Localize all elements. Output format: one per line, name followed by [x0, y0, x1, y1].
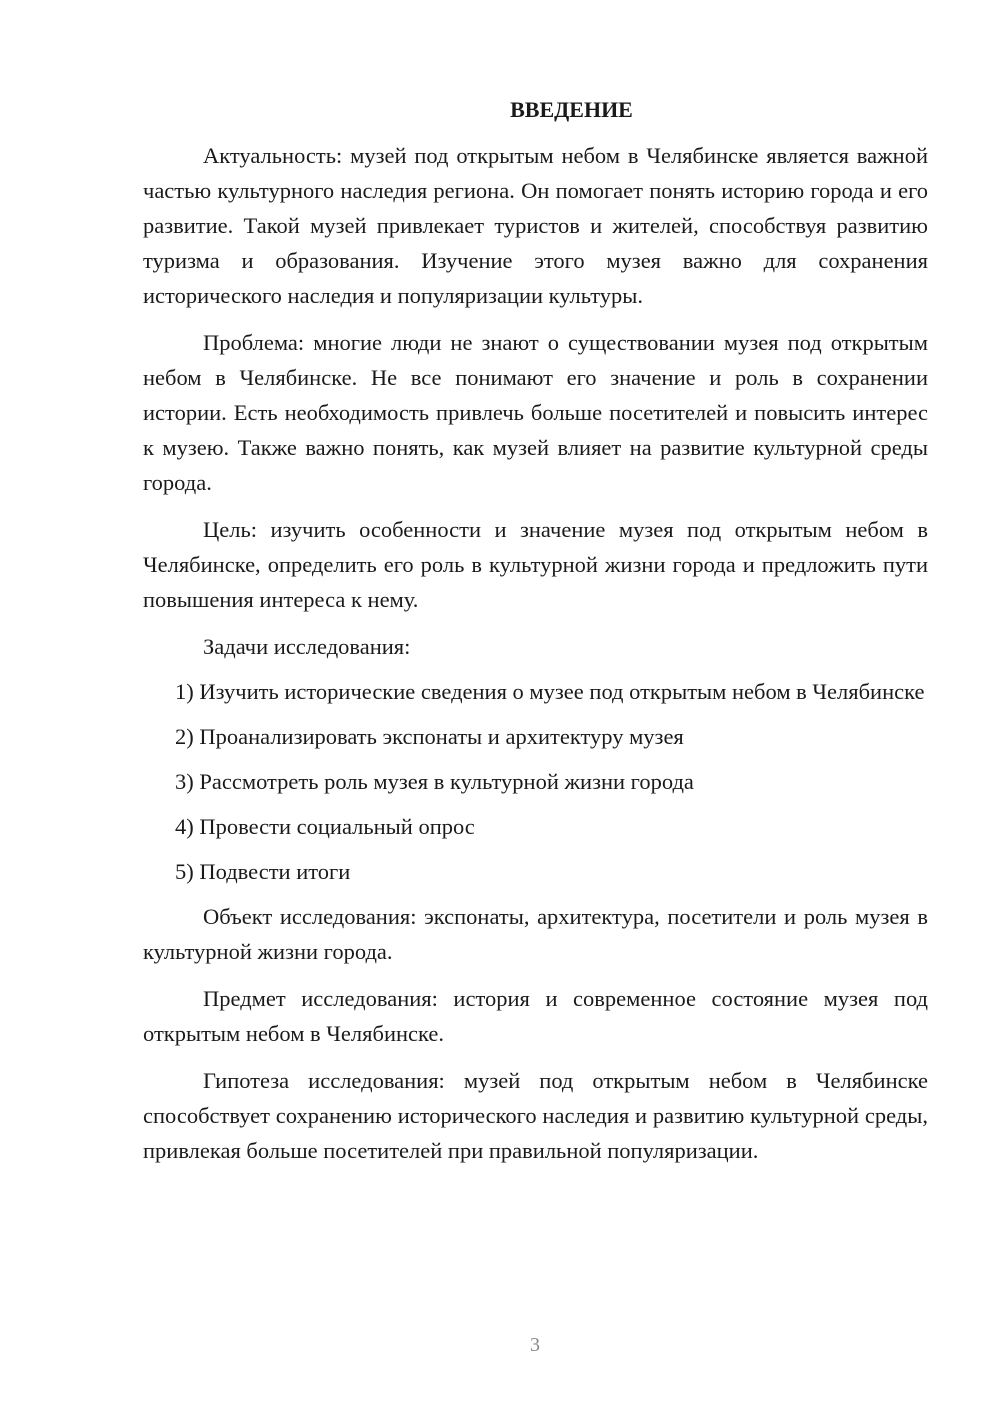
- task-item-1: 1) Изучить исторические сведения о музее под открытым небом в Челябинске: [175, 679, 925, 704]
- page-number: 3: [530, 1334, 540, 1356]
- paragraph-object: Объект исследования: экспонаты, архитектура, посетители и роль музея в культурной жизни города.: [143, 904, 928, 964]
- task-item-3: 3) Рассмотреть роль музея в культурной жизни города: [175, 769, 694, 794]
- task-item-4: 4) Провести социальный опрос: [175, 814, 475, 839]
- paragraph-problem: Проблема: многие люди не знают о существовании музея под открытым небом в Челябинске. Не все понимают его значение и роль в сохранении истории. Есть необходимость привлечь больше посетителей и повысить интерес к музею. Также важно понять, как музей влияет на развитие культурной среды города.: [143, 330, 928, 495]
- paragraph-hypothesis: Гипотеза исследования: музей под открытым небом в Челябинске способствует сохранению исторического наследия и развитию культурной среды, привлекая больше посетителей при правильной популяризации.: [143, 1068, 928, 1163]
- tasks-heading: Задачи исследования:: [203, 634, 411, 659]
- page-content: [143, 92, 928, 1168]
- task-item-5: 5) Подвести итоги: [175, 859, 351, 884]
- task-item-2: 2) Проанализировать экспонаты и архитектуру музея: [175, 724, 684, 749]
- paragraph-goal: Цель: изучить особенности и значение музея под открытым небом в Челябинске, определить его роль в культурной жизни города и предложить пути повышения интереса к нему.: [143, 517, 928, 612]
- page-title: ВВЕДЕНИЕ: [510, 97, 633, 122]
- paragraph-relevance: Актуальность: музей под открытым небом в Челябинске является важной частью культурного наследия региона. Он помогает понять историю города и его развитие. Такой музей привлекает туристов и жителей, способствуя развитию туризма и образования. Изучение этого музея важно для сохранения исторического наследия и популяризации культуры.: [143, 143, 928, 308]
- paragraph-subject: Предмет исследования: история и современное состояние музея под открытым небом в Челябинске.: [143, 986, 928, 1046]
